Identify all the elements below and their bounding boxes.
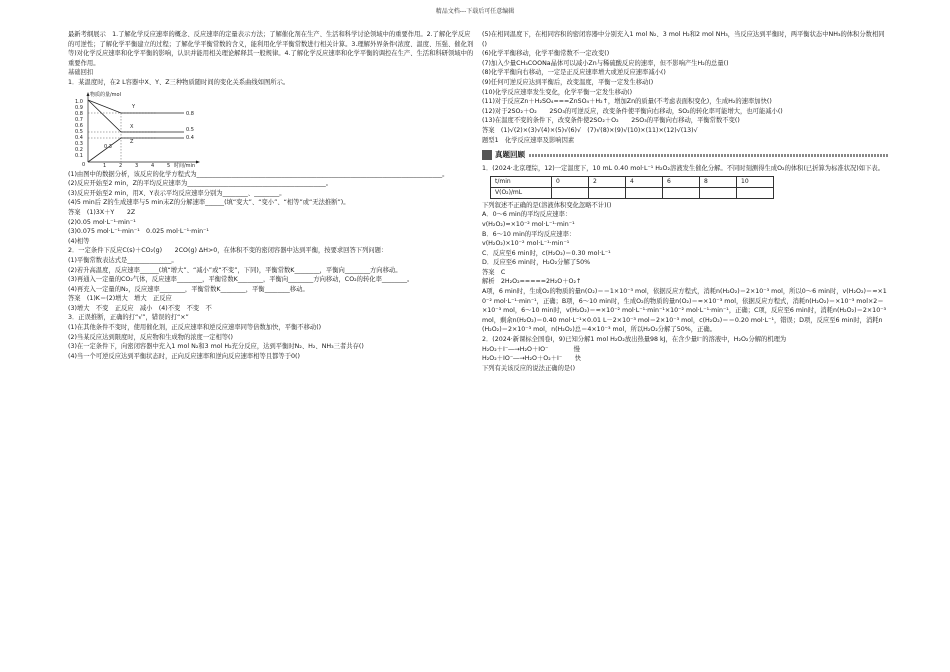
statement-7: (7)加入少量CH₃COONa晶体可以减小Zn与稀硫酸反应的速率，但不影响产生H₂的总量(): [482, 59, 729, 67]
table-row: [491, 187, 774, 198]
answer-1-4: (4)相等: [68, 237, 90, 245]
analysis-text: A项，6 min时，生成O₂的物质的量n(O₂)＝＝1×10⁻³ mol，依据反应方程式，消耗n(H₂O₂)＝2×10⁻³ mol，所以0～6 min时，v(H₂O₂)＝≈×10⁻² mol·L⁻¹·min⁻¹，正确；B项，6～10 min时，生成O₂的物质的量n(O₂)＝≈×10⁻³ mol，依据反应方程式，消耗n(H₂O₂)＝×10⁻³ mol×2＝×10⁻³ mol，6～10 min时，v(H₂O₂)＝≈×10⁻² mol·L⁻¹·min⁻¹×10⁻² mol·L⁻¹·min⁻¹，正确；C项，反应至6 min时，消耗n(H₂O₂)＝2×10⁻³ mol，剩余n(H₂O₂)＝0.40 mol·L⁻¹×0.01 L－2×10⁻³ mol＝2×10⁻³ mol，c(H₂O₂)＝＝0.20 mol·L⁻¹，错误；D项，反应至6 min时，消耗n(H₂O₂)＝2×10⁻³ mol，n(H₂O₂)总＝4×10⁻³ mol，所以H₂O₂分解了50%，正确。: [482, 288, 889, 334]
y-tick: 0.5: [75, 128, 83, 135]
label-Z: Z: [130, 138, 134, 145]
answer-2-2: (3)增大 不变 正反应 减小 (4)不变 不变 不: [68, 304, 212, 312]
page-header: 精品文档---下载后可任意编辑: [435, 8, 515, 15]
table-cell: [552, 187, 589, 198]
question-3-3: (3)在一定条件下，向密闭容器中充入1 mol N₂和3 mol H₂充分反应，达到平衡时N₂、H₂、NH₃三者共存(): [68, 343, 364, 351]
question-1: 1．某温度时，在2 L容器中X、Y、Z三种物质随时间的变化关系曲线如图所示。: [68, 78, 290, 86]
table-cell: [700, 187, 737, 198]
x-tick: 1: [103, 162, 107, 168]
section-square-icon: [482, 150, 492, 160]
y-tick: 0.8: [75, 110, 83, 117]
oxygen-volume-table: [490, 176, 774, 199]
mechanism-step-2: H₂O₂＋IO⁻―→H₂O＋O₂＋I⁻ 快: [482, 355, 582, 363]
curve-X: [88, 100, 184, 132]
question-2-3: (3)再通入一定量的CO₂气体，反应速率________，平衡常数K________，平衡向________方向移动，CO₂的转化率________。: [68, 276, 414, 284]
y-tick: 0.1: [75, 152, 83, 159]
option-a-formula: v(H₂O₂)≈×10⁻² mol·L⁻¹·min⁻¹: [482, 220, 575, 228]
y-tick: 1.0: [75, 98, 83, 105]
statement-8: (8)化学平衡向右移动，一定是正反应速率增大或逆反应速率减小(): [482, 69, 666, 77]
table-cell: 8: [700, 176, 737, 187]
value-0.8: 0.8: [186, 110, 194, 117]
statement-13: (13)在温度不变的条件下，改变条件使2SO₂＋O₂ 2SO₃的平衡向右移动，平衡常数不变(): [482, 117, 740, 125]
section-divider: [529, 154, 888, 157]
exam-question-2: 2．(2024·新课标全国卷Ⅰ，9)已知分解1 mol H₂O₂放出热量98 kJ，在含少量I⁻的溶液中，H₂O₂分解的机理为: [482, 336, 787, 344]
question-1-4: (4)5 min后 Z的生成速率与5 min末Z的分解速率______(填“变大”、“变小”、“相等”或“无法推断”)。: [68, 199, 350, 207]
y-tick: 0.6: [75, 122, 83, 129]
amount-time-figure: [74, 90, 474, 168]
x-tick: 4: [151, 162, 155, 168]
answer-1-3: (3)0.075 mol·L⁻¹·min⁻¹ 0.025 mol·L⁻¹·min⁻¹: [68, 228, 209, 236]
x-tick: 3: [135, 162, 139, 168]
x-axis-label: 时间/min: [174, 162, 196, 168]
question-3-1: (1)在其他条件不变时，使用催化剂，正反应速率和逆反应速率同等倍数加快，平衡不移动(): [68, 324, 322, 332]
amount-time-chart: [74, 90, 204, 168]
statement-10: (10)化学反应速率发生变化，化学平衡一定发生移动(): [482, 88, 633, 96]
question-stem-2: 下列有关该反应的说法正确的是(): [482, 364, 576, 372]
option-c: C．反应至6 min时，c(H₂O₂)＝0.30 mol·L⁻¹: [482, 249, 611, 257]
option-a: A．0～6 min的平均反应速率：: [482, 211, 572, 219]
table-cell: 4: [626, 176, 663, 187]
answer-3: 答案 (1)√(2)×(3)√(4)×(5)√(6)√ (7)√(8)×(9)√(10)×(11)×(12)√(13)√: [482, 126, 698, 134]
right-column: [482, 30, 888, 373]
table-cell: [737, 187, 774, 198]
option-b-formula: v(H₂O₂)×10⁻² mol·L⁻¹·min⁻¹: [482, 240, 570, 248]
question-3: 3．正误推断，正确的打“√”，错误的打“×”: [68, 314, 189, 322]
answer-exam-1: 答案 C: [482, 268, 506, 276]
table-cell: [663, 187, 700, 198]
y-tick: 0.2: [75, 146, 83, 153]
question-3-4: (4)当一个可逆反应达到平衡状态时，正向反应速率和逆向反应速率相等且都等于0(): [68, 352, 300, 360]
answer-1-1: 答案 (1)3X＋Y 2Z: [68, 208, 136, 216]
mechanism-step-1: H₂O₂＋I⁻―→H₂O＋IO⁻ 慢: [482, 345, 580, 353]
value-0.4: 0.4: [186, 134, 194, 141]
label-Y: Y: [132, 103, 136, 110]
answer-2-1: 答案 (1)K＝(2)增大 增大 正反应: [68, 295, 172, 303]
table-cell: [626, 187, 663, 198]
question-1-3: (3)反应开始至2 min，用X、Y表示平均反应速率分别为________、________。: [68, 189, 286, 197]
table-cell: [589, 187, 626, 198]
y-tick: 0.7: [75, 116, 83, 123]
x-axis-arrow: [196, 160, 200, 163]
statement-5: (5)在相同温度下，在相同容积的密闭容器中分别充入1 mol N₂、3 mol H₂和2 mol NH₃，当反应达到平衡时，两平衡状态中NH₃的体积分数相同(): [482, 31, 885, 48]
statement-12: (12)对于2SO₂＋O₂ 2SO₃的可逆反应，改变条件使平衡向右移动，SO₂的转化率可能增大，也可能减小(): [482, 107, 783, 115]
label-X: X: [130, 123, 134, 130]
table-header: V(O₂)/mL: [491, 187, 552, 198]
table-row: [491, 176, 774, 187]
y-ticks: [75, 99, 85, 168]
question-2-4: (4)再充入一定量的N₂，反应速率________，平衡常数K________，平衡________移动。: [68, 285, 309, 293]
table-cell: 0: [552, 176, 589, 187]
option-d: D．反应至6 min时，H₂O₂分解了50%: [482, 259, 591, 267]
statement-11: (11)对于反应Zn＋H₂SO₄===ZnSO₄＋H₂↑，增加Zn的质量(不考虑表面积变化)，生成H₂的速率加快(): [482, 98, 772, 106]
section-bar-review: [482, 149, 888, 161]
y-tick: 0.9: [75, 104, 83, 111]
exam-question-1: 1．(2024·北京理综，12)一定温度下，10 mL 0.40 mol·L⁻¹ H₂O₂溶液发生催化分解。不同时刻测得生成O₂的体积(已折算为标准状况)如下表。: [482, 165, 884, 173]
y-tick: 0.3: [75, 140, 83, 147]
topic-type-1: 题型1 化学反应速率及影响因素: [482, 136, 575, 144]
y-axis-label: 物质的量/mol: [90, 91, 122, 98]
curve-Y: [88, 100, 184, 113]
question-1-1: (1)由图中的数据分析，该反应的化学方程式为______________________________________________________________________________。: [68, 170, 449, 178]
y-tick: 0: [82, 161, 86, 168]
answer-1-2: (2)0.05 mol·L⁻¹·min⁻¹: [68, 218, 136, 226]
question-1-2: (2)反应开始至2 min，Z的平均反应速率为____________________________________________。: [68, 180, 333, 188]
section-heading-basics: 基础回扣: [68, 69, 94, 77]
analysis-equation: 解析 2H₂O₂=====2H₂O＋O₂↑: [482, 278, 582, 286]
value-0.5: 0.5: [186, 126, 194, 133]
curve-Z: [88, 138, 184, 162]
question-2-2: (2)若升高温度，反应速率______(填“增大”、“减小”或“不变”，下同)，平衡常数K________，平衡向________方向移动。: [68, 266, 402, 274]
x-tick: 2: [119, 162, 123, 168]
statement-6: (6)化学平衡移动，化学平衡常数不一定改变(): [482, 50, 610, 58]
value-0.3: 0.3: [104, 143, 112, 150]
option-b: B．6～10 min的平均反应速率：: [482, 230, 576, 238]
table-cell: 2: [589, 176, 626, 187]
section-title: 真题回顾: [495, 150, 525, 160]
statement-9: (9)任何可逆反应达到平衡后，改变温度，平衡一定发生移动(): [482, 78, 654, 86]
question-3-2: (2)当某反应达到限度时，反应物和生成物的浓度一定相等(): [68, 333, 233, 341]
x-tick: 5: [167, 162, 171, 168]
question-2: 2．一定条件下反应C(s)＋CO₂(g) 2CO(g) ΔH>0，在体积不变的密闭容器中达到平衡，按要求回答下列问题：: [68, 247, 388, 255]
question-stem: 下列叙述不正确的是(溶液体积变化忽略不计)(): [482, 201, 612, 209]
left-column: [68, 30, 474, 361]
question-2-1: (1)平衡常数表达式是______________。: [68, 256, 178, 264]
exam-outline: 最新考纲展示 1.了解化学反应速率的概念、反应速率的定量表示方法；了解催化剂在生产、生活和科学讨论领域中的重要作用。2.了解化学反应的可逆性；了解化学平衡建立的过程；了解化学平衡常数的含义，能利用化学平衡常数进行相关计算。3.理解外界条件(浓度、温度、压强、催化剂等)对化学反应速率和化学平衡的影响，认识并能用相关理论解释其一般规律。4.了解化学反应速率和化学平衡的调控在生产、生活和科研领域中的重要作用。: [68, 31, 474, 67]
y-tick: 0.4: [75, 134, 83, 141]
table-header: t/min: [491, 176, 552, 187]
table-cell: 6: [663, 176, 700, 187]
table-cell: 10: [737, 176, 774, 187]
x-ticks: [103, 163, 170, 168]
